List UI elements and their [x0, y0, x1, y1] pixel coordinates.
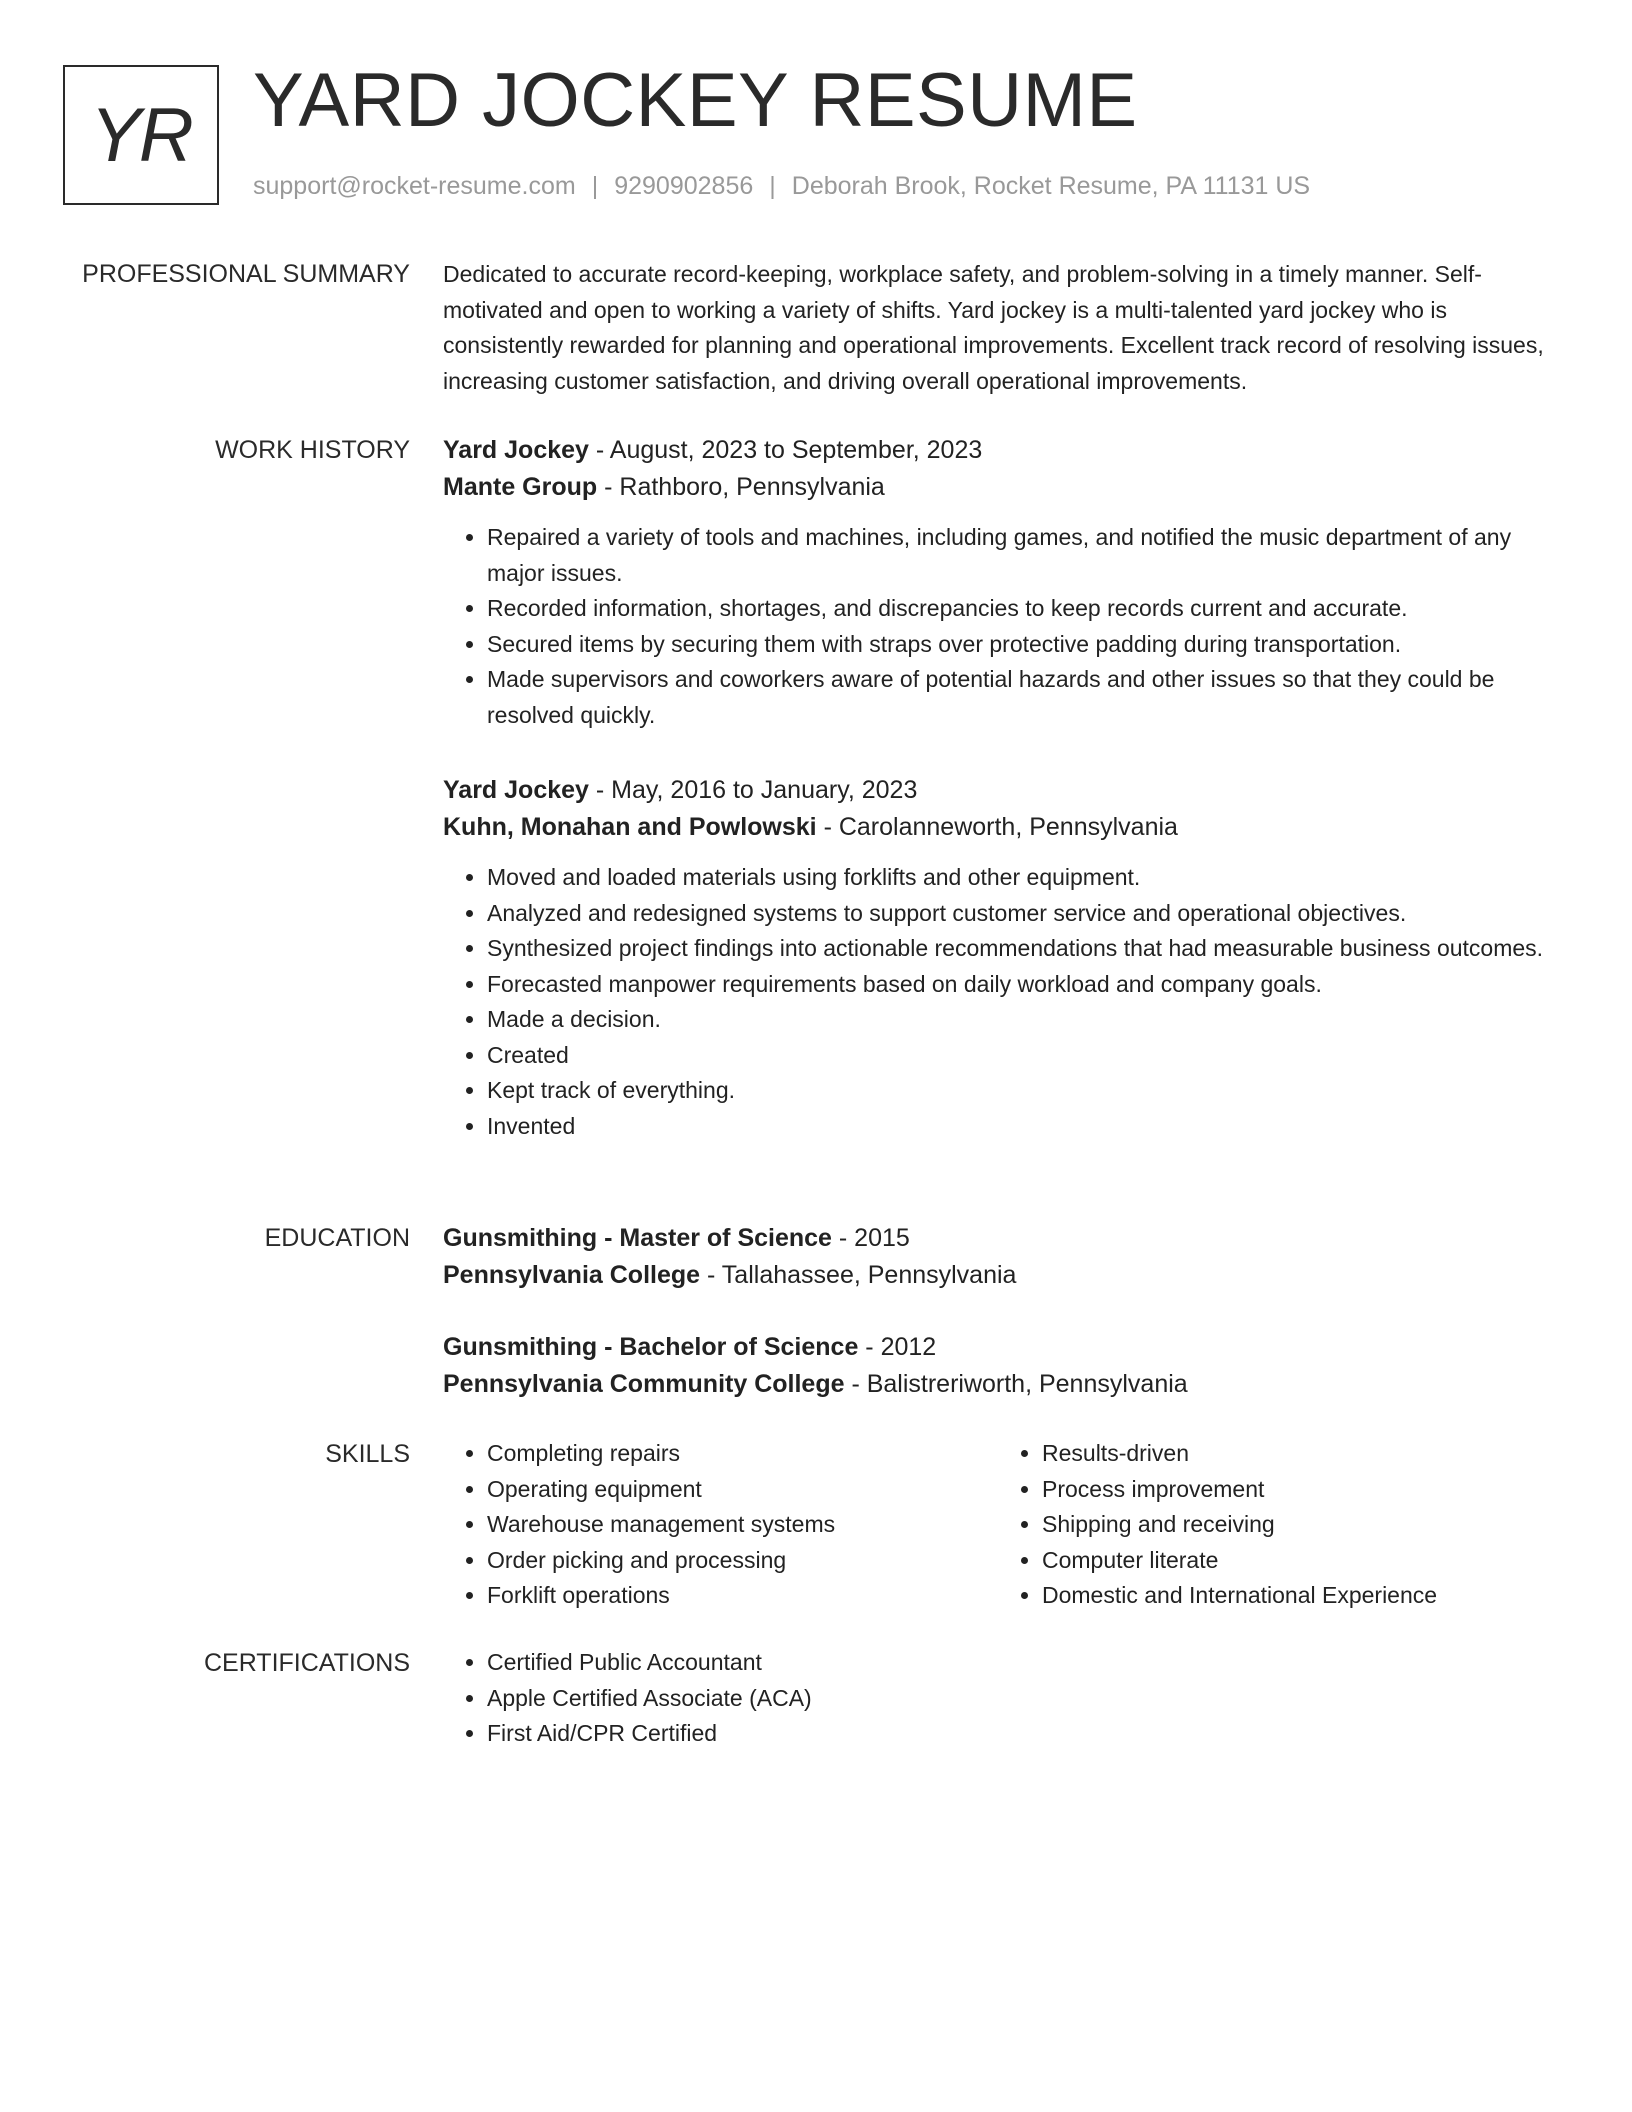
list-item: • Synthesized project findings into actionable recommendations that had measurable business outcomes.: [487, 931, 1553, 967]
list-item: • Created: [487, 1038, 1553, 1074]
degree-line: [443, 1220, 1553, 1257]
list-item: • First Aid/CPR Certified: [487, 1716, 1553, 1752]
list-item: • Domestic and International Experience: [1042, 1578, 1553, 1614]
degree-year: - 2012: [858, 1333, 937, 1361]
contact-phone: 9290902856: [614, 172, 754, 200]
contact-address: Deborah Brook, Rocket Resume, PA 11131 US: [791, 172, 1311, 200]
list-item: • Forklift operations: [487, 1578, 998, 1614]
job-company: Kuhn, Monahan and Powlowski: [443, 813, 817, 841]
list-item: • Completing repairs: [487, 1436, 998, 1472]
job-title-line: [443, 432, 1553, 469]
contact-separator: |: [769, 172, 776, 200]
job-title: Yard Jockey: [443, 436, 589, 464]
list-item: • Made supervisors and coworkers aware of potential hazards and other issues so that they could be resolved quickly.: [487, 662, 1553, 733]
list-item: • Results-driven: [1042, 1436, 1553, 1472]
list-item: • Recorded information, shortages, and discrepancies to keep records current and accurate.: [487, 591, 1553, 627]
job-bullets: [443, 520, 1553, 733]
job-company-line: [443, 809, 1553, 846]
list-item: • Shipping and receiving: [1042, 1507, 1553, 1543]
section-label-skills: SKILLS: [325, 1440, 410, 1468]
section-label-summary: PROFESSIONAL SUMMARY: [82, 260, 410, 288]
job-entry: [443, 432, 1553, 733]
list-item: • Analyzed and redesigned systems to support customer service and operational objectives.: [487, 896, 1553, 932]
list-item: • Certified Public Accountant: [487, 1645, 1553, 1681]
list-item: • Secured items by securing them with straps over protective padding during transportation.: [487, 627, 1553, 663]
monogram-logo: YR: [63, 65, 219, 205]
degree-line: [443, 1329, 1553, 1366]
summary-text: Dedicated to accurate record-keeping, workplace safety, and problem-solving in a timely manner. Self-motivated and open to working a variety of shifts. Yard jockey is a multi-talented yard jockey who is consistently rewarded for planning and operational improvements. Excellent track record of resolving issues, increasing customer satisfaction, and driving overall operational improvements.: [443, 261, 1544, 394]
section-label-education: EDUCATION: [264, 1224, 410, 1252]
skills-list-right: [998, 1436, 1553, 1614]
list-item: • Invented: [487, 1109, 1553, 1145]
section-label-work: WORK HISTORY: [215, 436, 410, 464]
skills-columns: [443, 1436, 1553, 1614]
job-entry: [443, 772, 1553, 1144]
job-dates: - August, 2023 to September, 2023: [588, 436, 983, 464]
resume-title: YARD JOCKEY RESUME: [253, 58, 1138, 143]
list-item: • Made a decision.: [487, 1002, 1553, 1038]
school-line: [443, 1366, 1553, 1403]
school-line: [443, 1257, 1553, 1294]
contact-separator: |: [591, 172, 599, 200]
school: Pennsylvania Community College: [443, 1370, 845, 1398]
education-entry: [443, 1220, 1553, 1294]
school-location: - Balistreriworth, Pennsylvania: [844, 1370, 1188, 1398]
job-dates: - May, 2016 to January, 2023: [588, 776, 918, 804]
list-item: • Operating equipment: [487, 1472, 998, 1508]
degree: Gunsmithing - Master of Science: [443, 1224, 832, 1252]
certifications-list: [443, 1645, 1553, 1752]
skills-list-left: [443, 1436, 998, 1614]
list-item: • Kept track of everything.: [487, 1073, 1553, 1109]
job-location: - Rathboro, Pennsylvania: [597, 473, 885, 501]
list-item: • Apple Certified Associate (ACA): [487, 1681, 1553, 1717]
contact-line: [253, 172, 1310, 201]
degree-year: - 2015: [831, 1224, 910, 1252]
list-item: • Computer literate: [1042, 1543, 1553, 1579]
job-title: Yard Jockey: [443, 776, 589, 804]
school-location: - Tallahassee, Pennsylvania: [700, 1261, 1017, 1289]
job-company: Mante Group: [443, 473, 598, 501]
job-company-line: [443, 469, 1553, 506]
job-title-line: [443, 772, 1553, 809]
section-label-certifications: CERTIFICATIONS: [203, 1649, 410, 1677]
list-item: • Repaired a variety of tools and machines, including games, and notified the music department of any major issues.: [487, 520, 1553, 591]
list-item: • Order picking and processing: [487, 1543, 998, 1579]
list-item: • Forecasted manpower requirements based on daily workload and company goals.: [487, 967, 1553, 1003]
degree: Gunsmithing - Bachelor of Science: [443, 1333, 859, 1361]
list-item: • Warehouse management systems: [487, 1507, 998, 1543]
list-item: • Process improvement: [1042, 1472, 1553, 1508]
school: Pennsylvania College: [443, 1261, 701, 1289]
contact-email: support@rocket-resume.com: [253, 172, 576, 200]
list-item: • Moved and loaded materials using forklifts and other equipment.: [487, 860, 1553, 896]
job-location: - Carolanneworth, Pennsylvania: [816, 813, 1178, 841]
job-bullets: [443, 860, 1553, 1144]
education-entry: [443, 1329, 1553, 1403]
